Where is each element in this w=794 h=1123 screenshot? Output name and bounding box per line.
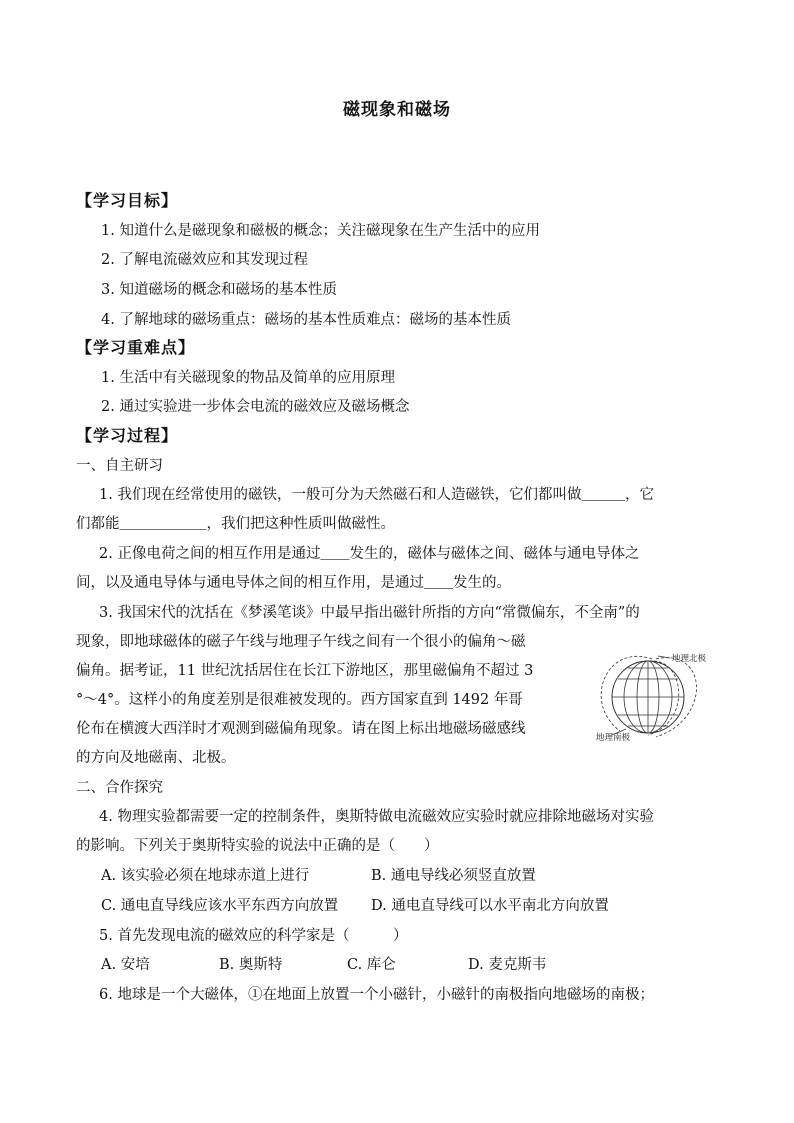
objectives-heading: 【学习目标】 [76,191,179,210]
q5-option-c: C. 库仑 [347,957,396,973]
section-heading: 二、合作探究 [76,780,163,796]
key-point-item: 1. 生活中有关磁现象的物品及简单的应用原理 [101,370,395,386]
question-3-line: 的方向及地磁南、北极。 [76,750,236,766]
q4-option-a: A. 该实验必须在地球赤道上进行 [101,868,310,884]
question-5-line: 5. 首先发现电流的磁效应的科学家是（ ） [99,928,408,944]
q5-option-a: A. 安培 [101,957,150,973]
earth-magnetic-figure [596,649,730,745]
key-point-item: 2. 通过实验进一步体会电流的磁效应及磁场概念 [101,399,410,415]
page-title: 磁现象和磁场 [343,100,451,120]
process-heading: 【学习过程】 [76,426,179,445]
question-4-line: 的影响。下列关于奥斯特实验的说法中正确的是（ ） [76,838,439,854]
question-2-line: 间，以及通电导体与通电导体之间的相互作用，是通过＿＿发生的。 [76,575,511,591]
q4-option-b: B. 通电导线必须竖直放置 [371,868,536,884]
question-6-line: 6. 地球是一个大磁体，①在地面上放置一个小磁针，小磁针的南极指向地磁场的南极； [99,987,654,1003]
objective-item: 3. 知道磁场的概念和磁场的基本性质 [101,282,337,298]
question-2-line: 2. 正像电荷之间的相互作用是通过＿＿发生的，磁体与磁体之间、磁体与通电导体之 [99,546,640,562]
objective-item: 4. 了解地球的磁场重点：磁场的基本性质难点：磁场的基本性质 [101,312,511,328]
objective-item: 2. 了解电流磁效应和其发现过程 [101,252,308,268]
question-3-line: 伦布在横渡大西洋时才观测到磁偏角现象。请在图上标出地磁场磁感线 [76,721,526,737]
question-3-line: 偏角。据考证，11 世纪沈括居住在长江下游地区，那里磁偏角不超过 3 [76,663,534,679]
q4-option-c: C. 通电直导线应该水平东西方向放置 [101,898,339,914]
question-3-line: °～4°。这样小的角度差别是很难被发现的。西方国家直到 1492 年哥 [76,692,523,708]
objective-item: 1. 知道什么是磁现象和磁极的概念；关注磁现象在生产生活中的应用 [101,223,540,239]
question-1-line: 1. 我们现在经常使用的磁铁，一般可分为天然磁石和人造磁铁，它们都叫做＿＿＿，它 [99,487,654,503]
section-heading: 一、自主研习 [76,458,163,474]
question-1-line: 们都能＿＿＿＿＿＿，我们把这种性质叫做磁性。 [76,516,395,532]
q4-option-d: D. 通电直导线可以水平南北方向放置 [371,898,609,914]
question-4-line: 4. 物理实验都需要一定的控制条件，奥斯特做电流磁效应实验时就应排除地磁场对实验 [99,809,654,825]
question-3-line: 现象，即地球磁体的磁子午线与地理子午线之间有一个很小的偏角～磁 [76,634,526,650]
geographic-north-label: 地理北极 [672,654,707,664]
q5-option-b: B. 奥斯特 [219,957,283,973]
q5-option-d: D. 麦克斯韦 [468,957,547,973]
key-points-heading: 【学习重难点】 [76,338,196,357]
question-3-line: 3. 我国宋代的沈括在《梦溪笔谈》中最早指出磁针所指的方向“常微偏东，不全南”的 [99,605,640,621]
geographic-south-label: 地理南极 [596,733,631,743]
